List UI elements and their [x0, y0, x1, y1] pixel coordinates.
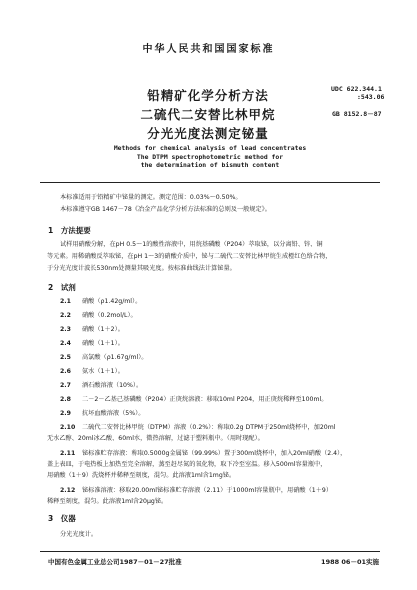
reagent-number: 2.1	[60, 298, 71, 305]
reagent-text: 铋标准溶液：移取20.00ml铋标准贮存溶液（2.11）于1000ml容量瓶中，用硝酸（1＋9）	[82, 487, 333, 494]
section-3-line-1: 分光光度计。	[60, 531, 98, 538]
reagent-item-2-12	[60, 486, 332, 496]
reagent-2-11-line-3: 用硝酸（1＋9）洗烧杯并稀释至刻度，混匀。此溶液1ml含1mg铋。	[47, 472, 236, 479]
section-1-line-3: 于分光光度计波长530nm处测量其吸光度。按标准曲线法计算铋量。	[47, 265, 236, 272]
reagent-item	[60, 339, 327, 353]
section-3-heading: 3 仪器	[48, 514, 76, 523]
standard-header: 中华人民共和国国家标准	[142, 44, 275, 55]
title-line-3: 分光光度法测定铋量	[147, 126, 269, 141]
reagent-list	[60, 297, 327, 423]
reagent-item-2-10	[60, 423, 335, 433]
reagent-number: 2.11	[60, 450, 76, 457]
reagent-number: 2.7	[60, 382, 71, 389]
reagent-text: 抗坏血酸溶液（5%）。	[82, 410, 145, 417]
reagent-number: 2.8	[60, 396, 71, 403]
reagent-text: 铋标准贮存溶液：称取0.5000g金属铋（99.99%）置于300ml烧杯中，加入20ml硝酸（2.4），	[82, 450, 347, 457]
intro-paragraph-2: 本标准遵守GB 1467－78《冶金产品化学分析方法标准的总则及一般规定》。	[60, 206, 271, 213]
reagent-number: 2.6	[60, 368, 71, 375]
english-title-line-3: the determination of bismuth content	[140, 161, 280, 169]
reagent-text: 硝酸（ρ1.42g/ml）。	[82, 298, 142, 305]
title-line-2: 二硫代二安替比林甲烷	[140, 107, 276, 122]
intro-paragraph-1: 本标准适用于铅精矿中铋量的测定。测定范围：0.03%～0.50%。	[60, 194, 242, 201]
reagent-item	[60, 297, 327, 311]
english-title	[60, 144, 360, 170]
reagent-number: 2.2	[60, 312, 71, 319]
reagent-text: 高氯酸（ρ1.67g/ml）。	[82, 354, 148, 361]
udc-code	[331, 85, 384, 101]
reagent-text: 硝酸（1＋1）。	[82, 340, 124, 347]
section-1-line-2: 等元素。用稀硝酸反萃取铋，在pH 1～3的硝酸介质中，铋与二硫代二安替比林甲烷生成橙红色络合物，	[47, 253, 332, 260]
reagent-item	[60, 367, 327, 381]
reagent-2-11-line-2: 盖上表皿，于电热板上加热至完全溶解，蒸至赶尽氮的氧化物，取下冷至室温。移入500ml容量瓶中，	[47, 461, 327, 468]
reagent-2-12-line-2: 稀释至刻度，混匀。此溶液1ml含20μg铋。	[47, 498, 168, 505]
effective-date: 1988 06－01实施	[321, 558, 379, 566]
approval-info: 中国有色金属工业总公司1987－01－27批准	[48, 558, 182, 566]
title-line-1: 铅精矿化学分析方法	[147, 88, 269, 103]
reagent-item	[60, 395, 327, 409]
section-1-heading: 1 方法提要	[48, 226, 91, 235]
reagent-item	[60, 353, 327, 367]
reagent-text: 酒石酸溶液（10%）。	[82, 382, 143, 389]
reagent-number: 2.3	[60, 326, 71, 333]
reagent-number: 2.4	[60, 340, 71, 347]
section-1-line-1: 试样用硝酸分解，在pH 0.5～1的酸性溶液中，用烷基磷酸（P204）萃取铋，以分离铅、锌、铜	[60, 241, 323, 248]
reagent-item	[60, 409, 327, 423]
reagent-number: 2.10	[60, 424, 76, 431]
reagent-text: 二硫代二安替比林甲烷（DTPM）溶液（0.2%）：称取0.2g DTPM于250ml烧杯中，加20ml	[82, 424, 336, 431]
reagent-item	[60, 325, 327, 339]
reagent-text: 硝酸（1＋2）。	[82, 326, 124, 333]
reagent-item	[60, 311, 327, 325]
reagent-item-2-11	[60, 449, 346, 459]
reagent-text: 硝酸（0.2mol/L）。	[82, 312, 137, 319]
reagent-item	[60, 381, 327, 395]
bottom-divider	[40, 551, 380, 552]
section-2-heading: 2 试剂	[48, 283, 76, 292]
reagent-text: 二－2－乙基己基磷酸（P204）正庚烷溶液：移取10ml P204，用正庚烷稀释至100ml。	[82, 396, 328, 403]
top-divider	[40, 182, 380, 183]
udc-line-2: :543.06	[357, 93, 385, 101]
document-title	[88, 86, 328, 143]
reagent-text: 氨水（1＋1）。	[82, 368, 124, 375]
reagent-number: 2.9	[60, 410, 71, 417]
reagent-number: 2.12	[60, 487, 76, 494]
gb-number: GB 8152.8－87	[332, 110, 382, 118]
reagent-number: 2.5	[60, 354, 71, 361]
english-title-line-1: Methods for chemical analysis of lead concentrates	[113, 144, 307, 152]
english-title-line-2: The DTPM spectrophotometric method for	[136, 152, 284, 161]
reagent-2-10-line-2: 无水乙醇、20ml冰乙酸、60ml水，微热溶解，过滤于塑料瓶中。（用时现配）。	[47, 435, 264, 442]
udc-line-1: UDC 622.344.1	[331, 85, 382, 93]
